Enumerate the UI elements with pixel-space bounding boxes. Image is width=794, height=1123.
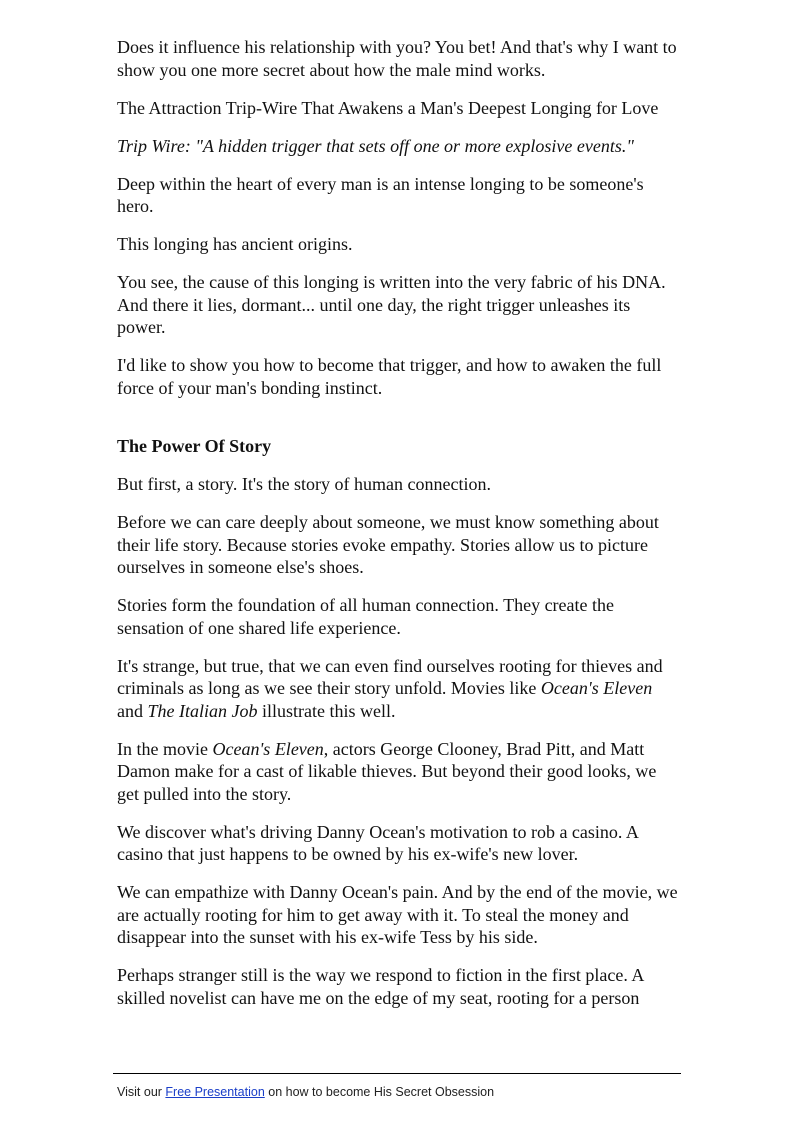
paragraph: But first, a story. It's the story of human connection. [117,474,492,494]
free-presentation-link[interactable]: Free Presentation [165,1085,265,1099]
footer-suffix: on how to become His Secret Obsession [264,1085,495,1099]
paragraph: We discover what's driving Danny Ocean's motivation to rob a casino. A casino that just happens to be owned by his ex-wife's new lover. [117,821,638,864]
paragraph: You see, the cause of this longing is written into the very fabric of his DNA. And there it lies, dormant... until one day, the right trigger unleashes its power. [117,272,666,337]
text-run: It's strange, but true, that we can even find ourselves rooting for thieves and criminals as long as we see their story unfold. Movies like [117,655,663,698]
paragraph: Deep within the heart of every man is an intense longing to be someone's hero. [117,173,644,216]
footer-divider [113,1073,681,1074]
footer-prefix: Visit our [117,1085,166,1099]
text-run: and [117,700,148,721]
paragraph: I'd like to show you how to become that trigger, and how to awaken the full force of your man's bonding instinct. [117,355,662,398]
text-run: illustrate this well. [257,700,396,721]
movie-title: The Italian Job [147,700,258,721]
section-heading: The Power Of Story [117,436,272,456]
paragraph: Perhaps stranger still is the way we respond to fiction in the first place. A skilled novelist can have me on the edge of my seat, rooting for a person [117,965,644,1008]
paragraph: Stories form the foundation of all human connection. They create the sensation of one shared life experience. [117,595,615,638]
movie-title: Ocean's Eleven [540,678,653,698]
paragraph: Before we can care deeply about someone, we must know something about their life story. Because stories evoke empathy. Stories allow us to picture ourselves in someone else's shoes. [117,512,659,577]
paragraph: This longing has ancient origins. [117,234,353,254]
footer [117,1085,494,1100]
paragraph: Does it influence his relationship with you? You bet! And that's why I want to show you one more secret about how the male mind works. [117,37,677,80]
text-run: , actors George Clooney, Brad Pitt, and Matt Damon make for a cast of likable thieves. But beyond their good looks, we get pulled into the story. [117,738,657,804]
movie-title: Ocean's Eleven [212,738,324,759]
paragraph: The Attraction Trip-Wire That Awakens a Man's Deepest Longing for Love [117,97,659,118]
trip-wire-definition: Trip Wire: "A hidden trigger that sets off one or more explosive events." [117,135,634,156]
text-run: In the movie [117,738,213,759]
oceans-eleven-paragraph [117,738,682,806]
movies-paragraph [117,655,682,723]
page-body [117,36,682,1025]
paragraph: We can empathize with Danny Ocean's pain. And by the end of the movie, we are actually rooting for him to get away with it. To steal the money and disappear into the sunset with his ex-wife Tess by his side. [117,882,678,947]
